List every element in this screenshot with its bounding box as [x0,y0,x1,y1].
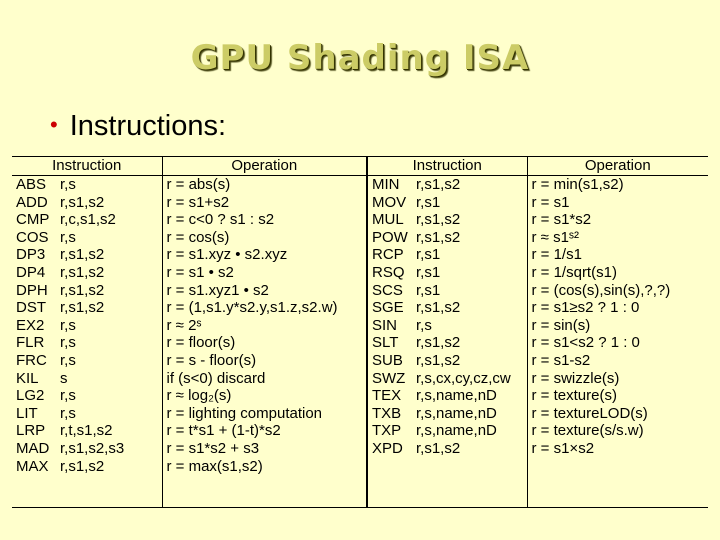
right-operation-cell: r = (cos(s),sin(s),?,?) [527,282,708,300]
left-instruction-cell [12,334,162,352]
left-args: r,s [60,351,76,369]
right-instruction-cell [367,211,527,229]
left-opcode: FRC [16,351,47,369]
left-instruction-cell [12,352,162,370]
left-opcode: ABS [16,176,47,193]
left-instruction-cell [12,422,162,440]
left-opcode: COS [16,228,49,246]
right-args: r,s,name,nD [416,387,497,405]
left-opcode: DP4 [16,263,46,281]
table-row [12,194,708,212]
right-instruction-cell [367,334,527,352]
left-instruction-cell [12,194,162,212]
table-row [12,317,708,335]
right-opcode: RSQ [372,263,405,281]
left-instruction-cell [12,317,162,335]
right-opcode: SLT [372,334,399,352]
right-operation-cell [527,458,708,476]
right-instruction-cell [367,405,527,423]
left-operation-cell: r = s - floor(s) [162,352,367,370]
right-instruction-cell [367,299,527,317]
right-args: r,s,name,nD [416,404,497,422]
right-args: r,s [416,316,432,334]
filler-cell [367,475,527,507]
right-args: r,s,cx,cy,cz,cw [416,369,511,387]
left-args: r,s1,s2 [60,281,105,299]
right-opcode: TEX [372,387,402,405]
right-opcode: SIN [372,316,398,334]
left-operation-cell: r = s1.xyz • s2.xyz [162,246,367,264]
table-filler-row [12,475,708,507]
header-operation-right: Operation [527,157,708,176]
left-opcode: MAX [16,457,49,475]
left-instruction-cell [12,246,162,264]
left-operation-cell: r = (1,s1.y*s2.y,s1.z,s2.w) [162,299,367,317]
right-args: r,s1,s2 [416,351,461,369]
left-instruction-cell [12,440,162,458]
bullet-dot-icon: • [50,112,58,137]
table-row [12,264,708,282]
left-instruction-cell [12,405,162,423]
right-instruction-cell [367,229,527,247]
left-opcode: KIL [16,369,39,387]
table-row [12,422,708,440]
left-args: r,s1,s2 [60,263,105,281]
left-operation-cell: r = abs(s) [162,176,367,194]
bullet-text: Instructions: [69,110,227,142]
table-row [12,352,708,370]
header-instruction-left: Instruction [12,157,162,176]
filler-cell [162,475,367,507]
left-instruction-cell [12,176,162,194]
right-opcode: POW [372,228,408,246]
right-instruction-cell [367,282,527,300]
right-operation-cell: r = s1-s2 [527,352,708,370]
left-instruction-cell [12,282,162,300]
right-instruction-cell [367,176,527,194]
left-operation-cell: r ≈ 2ˢ [162,317,367,335]
left-opcode: LIT [16,404,38,422]
right-operation-cell: r = min(s1,s2) [527,176,708,194]
right-operation-cell: r = sin(s) [527,317,708,335]
right-args: r,s1 [416,193,441,211]
slide-title: GPU Shading ISA [190,38,530,78]
left-opcode: FLR [16,334,45,352]
right-operation-cell: r = textureLOD(s) [527,405,708,423]
table-row [12,176,708,194]
right-operation-cell: r = s1×s2 [527,440,708,458]
left-opcode: DPH [16,281,48,299]
right-operation-cell: r = s1≥s2 ? 1 : 0 [527,299,708,317]
right-opcode: SUB [372,351,403,369]
left-args: r,s [60,316,76,334]
right-instruction-cell [367,440,527,458]
right-instruction-cell [367,246,527,264]
right-operation-cell: r ≈ s1ˢ² [527,229,708,247]
left-instruction-cell [12,211,162,229]
table-row [12,246,708,264]
left-opcode: LG2 [16,387,45,405]
left-operation-cell: r ≈ log₂(s) [162,387,367,405]
table-row [12,405,708,423]
header-instruction-right: Instruction [367,157,527,176]
table-row [12,387,708,405]
table-row [12,334,708,352]
right-args: r,s1 [416,246,441,264]
left-opcode: CMP [16,211,50,229]
left-opcode: ADD [16,193,48,211]
right-args: r,s1,s2 [416,334,461,352]
left-args: r,s [60,404,76,422]
left-operation-cell: r = t*s1 + (1-t)*s2 [162,422,367,440]
bullet-instructions [50,110,226,143]
right-args: r,s1,s2 [416,299,461,317]
left-args: r,s1,s2 [60,246,105,264]
table-row [12,299,708,317]
left-operation-cell: r = max(s1,s2) [162,458,367,476]
left-operation-cell: r = floor(s) [162,334,367,352]
right-operation-cell: r = s1*s2 [527,211,708,229]
right-operation-cell: r = 1/s1 [527,246,708,264]
right-opcode: MIN [372,176,400,193]
left-instruction-cell [12,264,162,282]
right-args: r,s1,s2 [416,439,461,457]
left-args: r,s1,s2,s3 [60,439,125,457]
table-body [12,176,708,476]
left-args: r,s [60,176,76,193]
left-args: r,c,s1,s2 [60,211,116,229]
left-instruction-cell [12,387,162,405]
table-row [12,282,708,300]
left-args: r,s [60,334,76,352]
right-instruction-cell [367,387,527,405]
left-args: r,s1,s2 [60,457,105,475]
left-operation-cell: r = lighting computation [162,405,367,423]
right-instruction-cell [367,194,527,212]
right-operation-cell: r = 1/sqrt(s1) [527,264,708,282]
table-row [12,370,708,388]
left-args: r,s1,s2 [60,299,105,317]
right-operation-cell: r = texture(s) [527,387,708,405]
right-instruction-cell [367,264,527,282]
right-opcode: SGE [372,299,404,317]
right-opcode: TXP [372,422,402,440]
right-instruction-cell [367,422,527,440]
right-instruction-cell [367,458,527,476]
isa-table [12,157,708,507]
right-opcode: MOV [372,193,407,211]
left-opcode: DST [16,299,46,317]
right-operation-cell: r = s1 [527,194,708,212]
table-row [12,458,708,476]
left-args: r,t,s1,s2 [60,422,113,440]
left-opcode: DP3 [16,246,46,264]
right-opcode: SCS [372,281,403,299]
left-opcode: LRP [16,422,46,440]
right-operation-cell: r = s1<s2 ? 1 : 0 [527,334,708,352]
left-args: r,s1,s2 [60,193,105,211]
left-operation-cell: r = s1*s2 + s3 [162,440,367,458]
left-opcode: MAD [16,439,50,457]
right-opcode: MUL [372,211,404,229]
header-operation-left: Operation [162,157,367,176]
right-instruction-cell [367,370,527,388]
filler-cell [12,475,162,507]
table-header-row [12,157,708,176]
right-instruction-cell [367,317,527,335]
right-args: r,s,name,nD [416,422,497,440]
filler-cell [527,475,708,507]
table-row [12,211,708,229]
left-instruction-cell [12,458,162,476]
left-operation-cell: r = s1.xyz1 • s2 [162,282,367,300]
right-opcode: RCP [372,246,404,264]
isa-table-container [12,156,708,508]
left-opcode: EX2 [16,316,45,334]
right-args: r,s1,s2 [416,228,461,246]
right-args: r,s1,s2 [416,211,461,229]
right-opcode: SWZ [372,369,406,387]
left-instruction-cell [12,229,162,247]
left-operation-cell: r = c<0 ? s1 : s2 [162,211,367,229]
right-args: r,s1 [416,281,441,299]
left-instruction-cell [12,299,162,317]
right-instruction-cell [367,352,527,370]
left-operation-cell: r = cos(s) [162,229,367,247]
left-operation-cell: r = s1 • s2 [162,264,367,282]
right-args: r,s1 [416,263,441,281]
right-opcode: TXB [372,404,402,422]
left-operation-cell: r = s1+s2 [162,194,367,212]
right-operation-cell: r = swizzle(s) [527,370,708,388]
right-args: r,s1,s2 [416,176,461,193]
left-instruction-cell [12,370,162,388]
table-row [12,229,708,247]
left-args: r,s [60,387,76,405]
left-operation-cell: if (s<0) discard [162,370,367,388]
table-row [12,440,708,458]
right-operation-cell: r = texture(s/s.w) [527,422,708,440]
left-args: s [60,369,68,387]
right-opcode: XPD [372,439,403,457]
left-args: r,s [60,228,76,246]
